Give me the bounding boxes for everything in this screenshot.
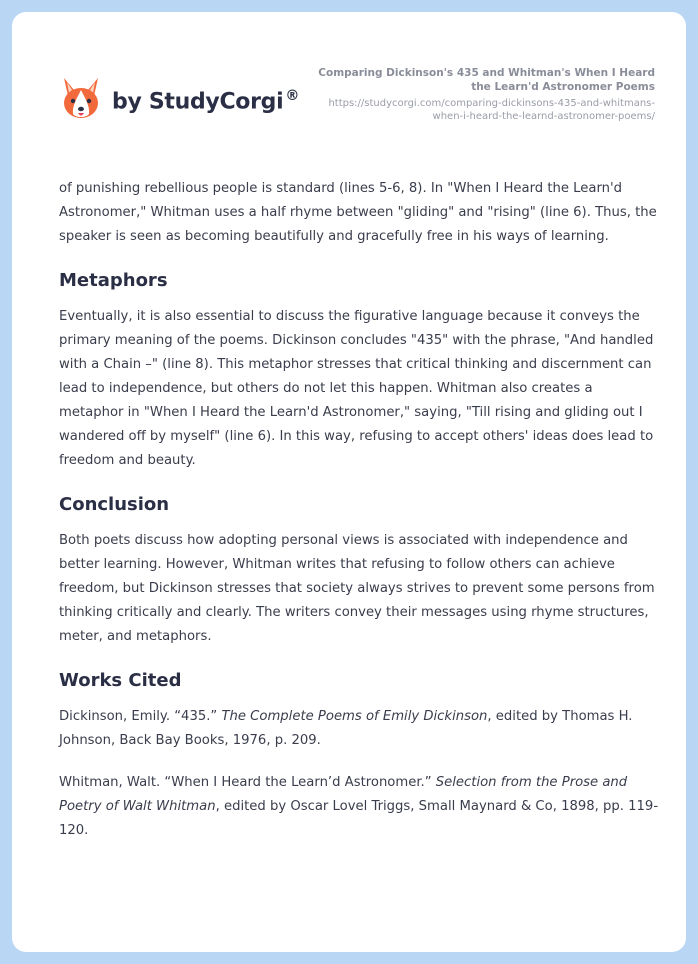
document-page — [12, 12, 686, 952]
works-cited-heading: Works Cited — [59, 670, 182, 691]
document-header — [315, 66, 655, 123]
conclusion-paragraph: Both poets discuss how adopting personal views is associated with independence and better learning. However, Whitman writes that refusing to follow others can achieve freedom, but Dickinson stresses that society always strives to prevent some persons from thinking critically and clearly. The writers convey their messages using rhyme structures, meter, and metaphors. — [59, 533, 655, 644]
article-body — [59, 177, 659, 861]
citation-entry: Dickinson, Emily. “435.” The Complete Poems of Emily Dickinson, edited by Thomas H. Johnson, Back Bay Books, 1976, p. 209. — [59, 709, 633, 748]
corgi-icon — [60, 76, 102, 122]
studycorgi-logo[interactable] — [60, 76, 299, 122]
metaphors-heading: Metaphors — [59, 270, 168, 291]
conclusion-heading: Conclusion — [59, 494, 170, 515]
citation-entry: Whitman, Walt. “When I Heard the Learn’d Astronomer.” Selection from the Prose and Poetry of Walt Whitman, edited by Oscar Lovel Triggs, Small Maynard & Co, 1898, pp. 119-120. — [59, 775, 659, 838]
document-url[interactable]: https://studycorgi.com/comparing-dickinsons-435-and-whitmans-when-i-heard-the-learnd-astronomer-poems/ — [328, 98, 655, 122]
intro-paragraph: of punishing rebellious people is standard (lines 5-6, 8). In "When I Heard the Learn'd Astronomer," Whitman uses a half rhyme between "gliding" and "rising" (line 6). Thus, the speaker is seen as becoming beautifully and gracefully free in his ways of learning. — [59, 181, 657, 244]
metaphors-paragraph: Eventually, it is also essential to discuss the figurative language because it conveys the primary meaning of the poems. Dickinson concludes "435" with the phrase, "And handled with a Chain –" (line 8). This metaphor stresses that critical thinking and discernment can lead to independence, but others do not let this happen. Whitman also creates a metaphor in "When I Heard the Learn'd Astronomer," saying, "Till rising and gliding out I wandered off by myself" (line 6). In this way, refusing to accept others' ideas does lead to freedom and beauty. — [59, 309, 654, 468]
brand-name: by StudyCorgi ® — [112, 87, 300, 115]
document-title: Comparing Dickinson's 435 and Whitman's When I Heard the Learn'd Astronomer Poems — [318, 67, 655, 93]
